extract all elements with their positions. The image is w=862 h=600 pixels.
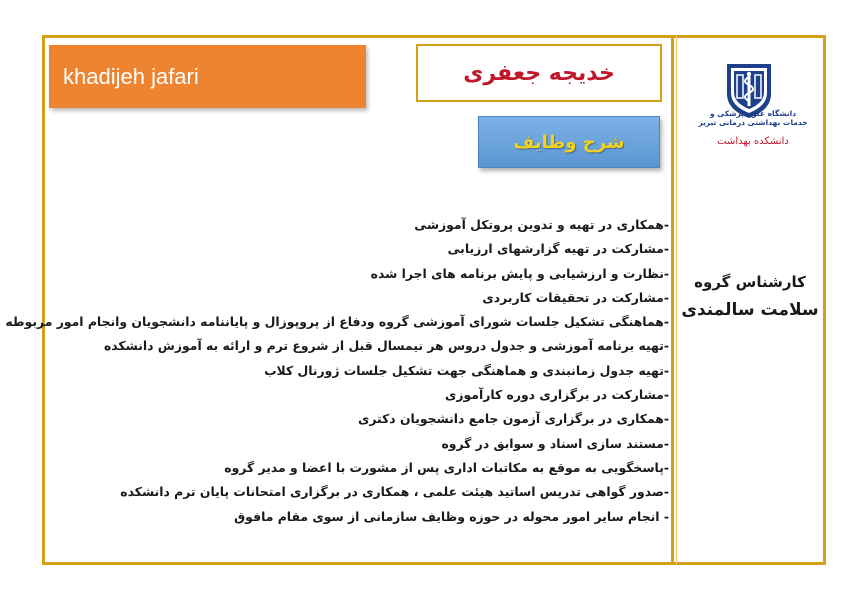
persian-name: خدیجه جعفری [463,60,615,86]
column-divider-inner [676,35,677,565]
role-title [680,270,820,326]
university-name-line2: خدمات بهداشتی درمانی تبریز [698,118,808,127]
university-name-line1: دانشگاه علوم پزشکی و [709,109,797,118]
column-divider [671,35,674,565]
duty-item: -مشارکت در تهیه گزارشهای ارزیابی [447,241,669,257]
duty-item: -تهیه برنامه آموزشی و جدول دروس هر نیمسال قبل از شروع ترم و ارائه به آموزش دانشکده [103,338,669,354]
persian-name-box [416,44,662,102]
school-name: دانشکده بهداشت [717,136,789,147]
duties-title-tab [478,116,660,168]
duty-item: - انجام سایر امور محوله در حوزه وظایف سازمانی از سوی مقام مافوق [234,508,669,524]
duty-item: -مشارکت در برگزاری دوره کارآموزی [445,387,669,403]
duty-item: -تهیه جدول زمانبندی و هماهنگی جهت تشکیل جلسات ژورنال کلاب [264,362,669,378]
university-name [693,109,813,127]
duty-item: -نظارت و ارزشیابی و پایش برنامه های اجرا شده [370,265,669,281]
role-line2: سلامت سالمندی [681,300,819,320]
duty-item: -همکاری در تهیه و تدوین پروتکل آموزشی [414,217,669,232]
latin-name: khadijeh jafari [63,63,199,89]
duties-title: شرح وظایف [513,131,625,153]
latin-name-banner [49,45,366,108]
duty-item: -هماهنگی تشکیل جلسات شورای آموزشی گروه ودفاع از پروپوزال و پایاننامه دانشجویان وانجام امور مربوطه [5,314,669,330]
duties-list [5,213,669,529]
duty-item: -مستند سازی اسناد و سوابق در گروه [441,435,669,451]
role-line1: کارشناس گروه [694,273,806,291]
duty-item: -مشارکت در تحقیقات کاربردی [482,289,669,305]
duty-item: -پاسخگویی به موقع به مکاتبات اداری پس از مشورت با اعضا و مدیر گروه [224,459,669,475]
duty-item: -همکاری در برگزاری آزمون جامع دانشجویان دکتری [357,411,669,427]
duty-item: -صدور گواهی تدریس اساتید هیئت علمی ، همکاری در برگزاری امتحانات پایان ترم دانشکده [120,484,669,500]
